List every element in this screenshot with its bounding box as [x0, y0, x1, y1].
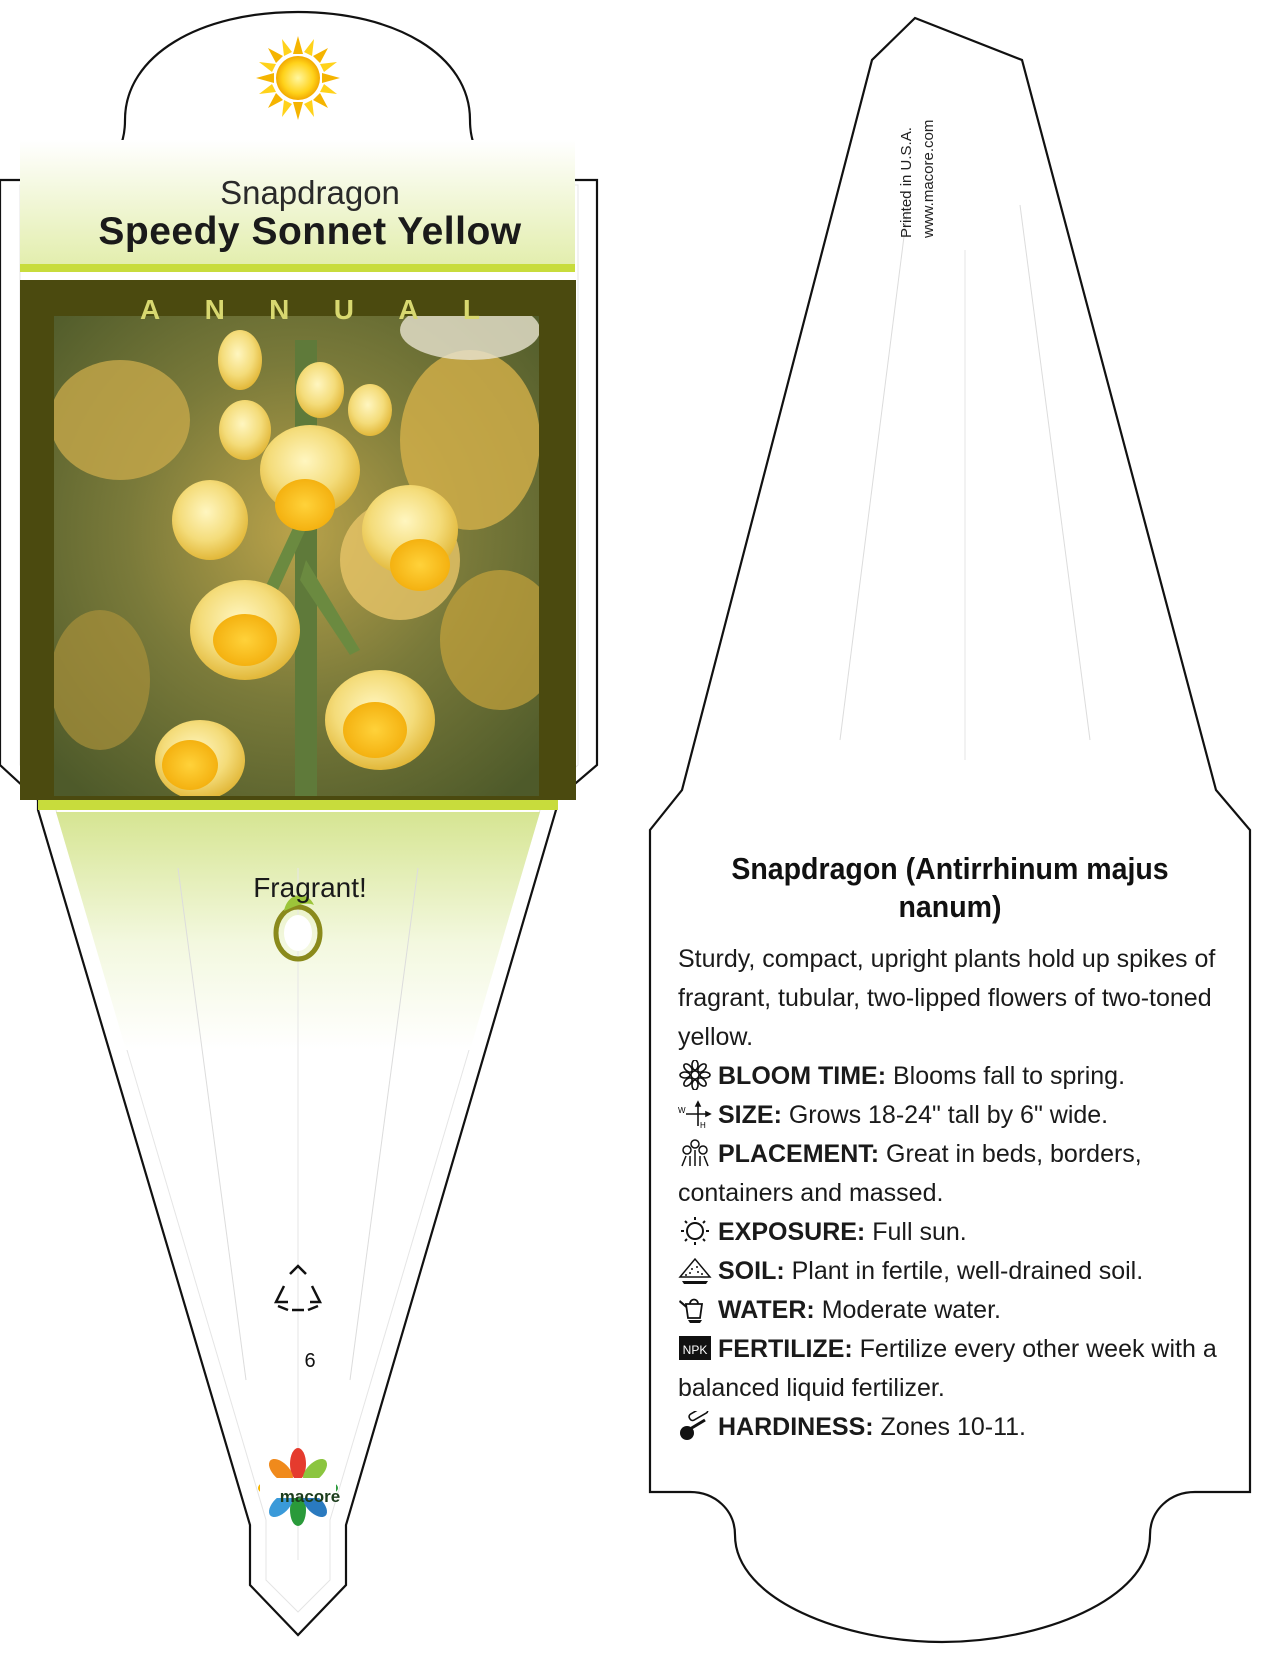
- care-text: Blooms fall to spring.: [886, 1062, 1126, 1090]
- soil-icon: [678, 1255, 712, 1285]
- care-label: EXPOSURE:: [718, 1218, 866, 1246]
- care-text: Great in beds, borders, containers and massed.: [678, 1140, 1142, 1207]
- care-row-bloom-time: [678, 1057, 1226, 1096]
- plant-type-letter: N: [269, 294, 290, 325]
- brand-name: macore: [279, 1487, 341, 1506]
- care-row-placement: [678, 1135, 1226, 1213]
- placement-icon: [678, 1138, 712, 1168]
- care-row-hardiness: [678, 1408, 1226, 1447]
- plant-type-letter: N: [204, 294, 225, 325]
- care-row-exposure: [678, 1213, 1226, 1252]
- website-text: www.macore.com: [920, 119, 937, 238]
- plant-type-letter: L: [462, 294, 480, 325]
- care-row-water: [678, 1291, 1226, 1330]
- care-text: Plant in fertile, well-drained soil.: [784, 1257, 1144, 1285]
- plant-type-letter: U: [333, 294, 354, 325]
- care-text: Fertilize every other week with a balanced liquid fertilizer.: [678, 1335, 1217, 1402]
- npk-label: NPK: [682, 1343, 708, 1357]
- care-label: FERTILIZE:: [718, 1335, 853, 1363]
- care-label: PLACEMENT:: [718, 1140, 880, 1168]
- back-title: Snapdragon (Antirrhinum majus nanum): [731, 851, 1169, 924]
- svg-text:H: H: [700, 1121, 706, 1129]
- care-text: Full sun.: [865, 1218, 967, 1246]
- common-name: Snapdragon: [220, 174, 400, 211]
- flower-icon: [678, 1060, 712, 1090]
- care-label: WATER:: [718, 1296, 815, 1324]
- plant-type-letter: A: [140, 294, 161, 325]
- description: Sturdy, compact, upright plants hold up spikes of fragrant, tubular, two-lipped flowers of two-toned yellow.: [678, 945, 1216, 1051]
- care-label: SIZE:: [718, 1101, 782, 1129]
- care-label: HARDINESS:: [718, 1413, 874, 1441]
- sun-outline-icon: [678, 1216, 712, 1246]
- watering-can-icon: [678, 1294, 712, 1324]
- variety-name: Speedy Sonnet Yellow: [98, 210, 522, 253]
- care-text: Moderate water.: [814, 1296, 1001, 1324]
- recycle-code: 6: [304, 1350, 316, 1372]
- feature-text: Fragrant!: [253, 872, 367, 903]
- svg-text:W: W: [678, 1106, 686, 1115]
- plant-description-block: [678, 940, 1226, 1447]
- size-icon: [678, 1099, 712, 1129]
- care-label: SOIL:: [718, 1257, 785, 1285]
- care-row-fertilize: [678, 1330, 1226, 1408]
- plant-type-letter: A: [398, 294, 419, 325]
- printed-in-text: Printed in U.S.A.: [898, 127, 915, 238]
- care-row-soil: [678, 1252, 1226, 1291]
- care-text: Grows 18-24" tall by 6" wide.: [781, 1101, 1109, 1129]
- care-label: BLOOM TIME:: [718, 1062, 887, 1090]
- npk-icon: [678, 1333, 712, 1363]
- care-row-size: [678, 1096, 1226, 1135]
- thermometer-icon: [678, 1411, 712, 1441]
- care-text: Zones 10-11.: [873, 1413, 1026, 1441]
